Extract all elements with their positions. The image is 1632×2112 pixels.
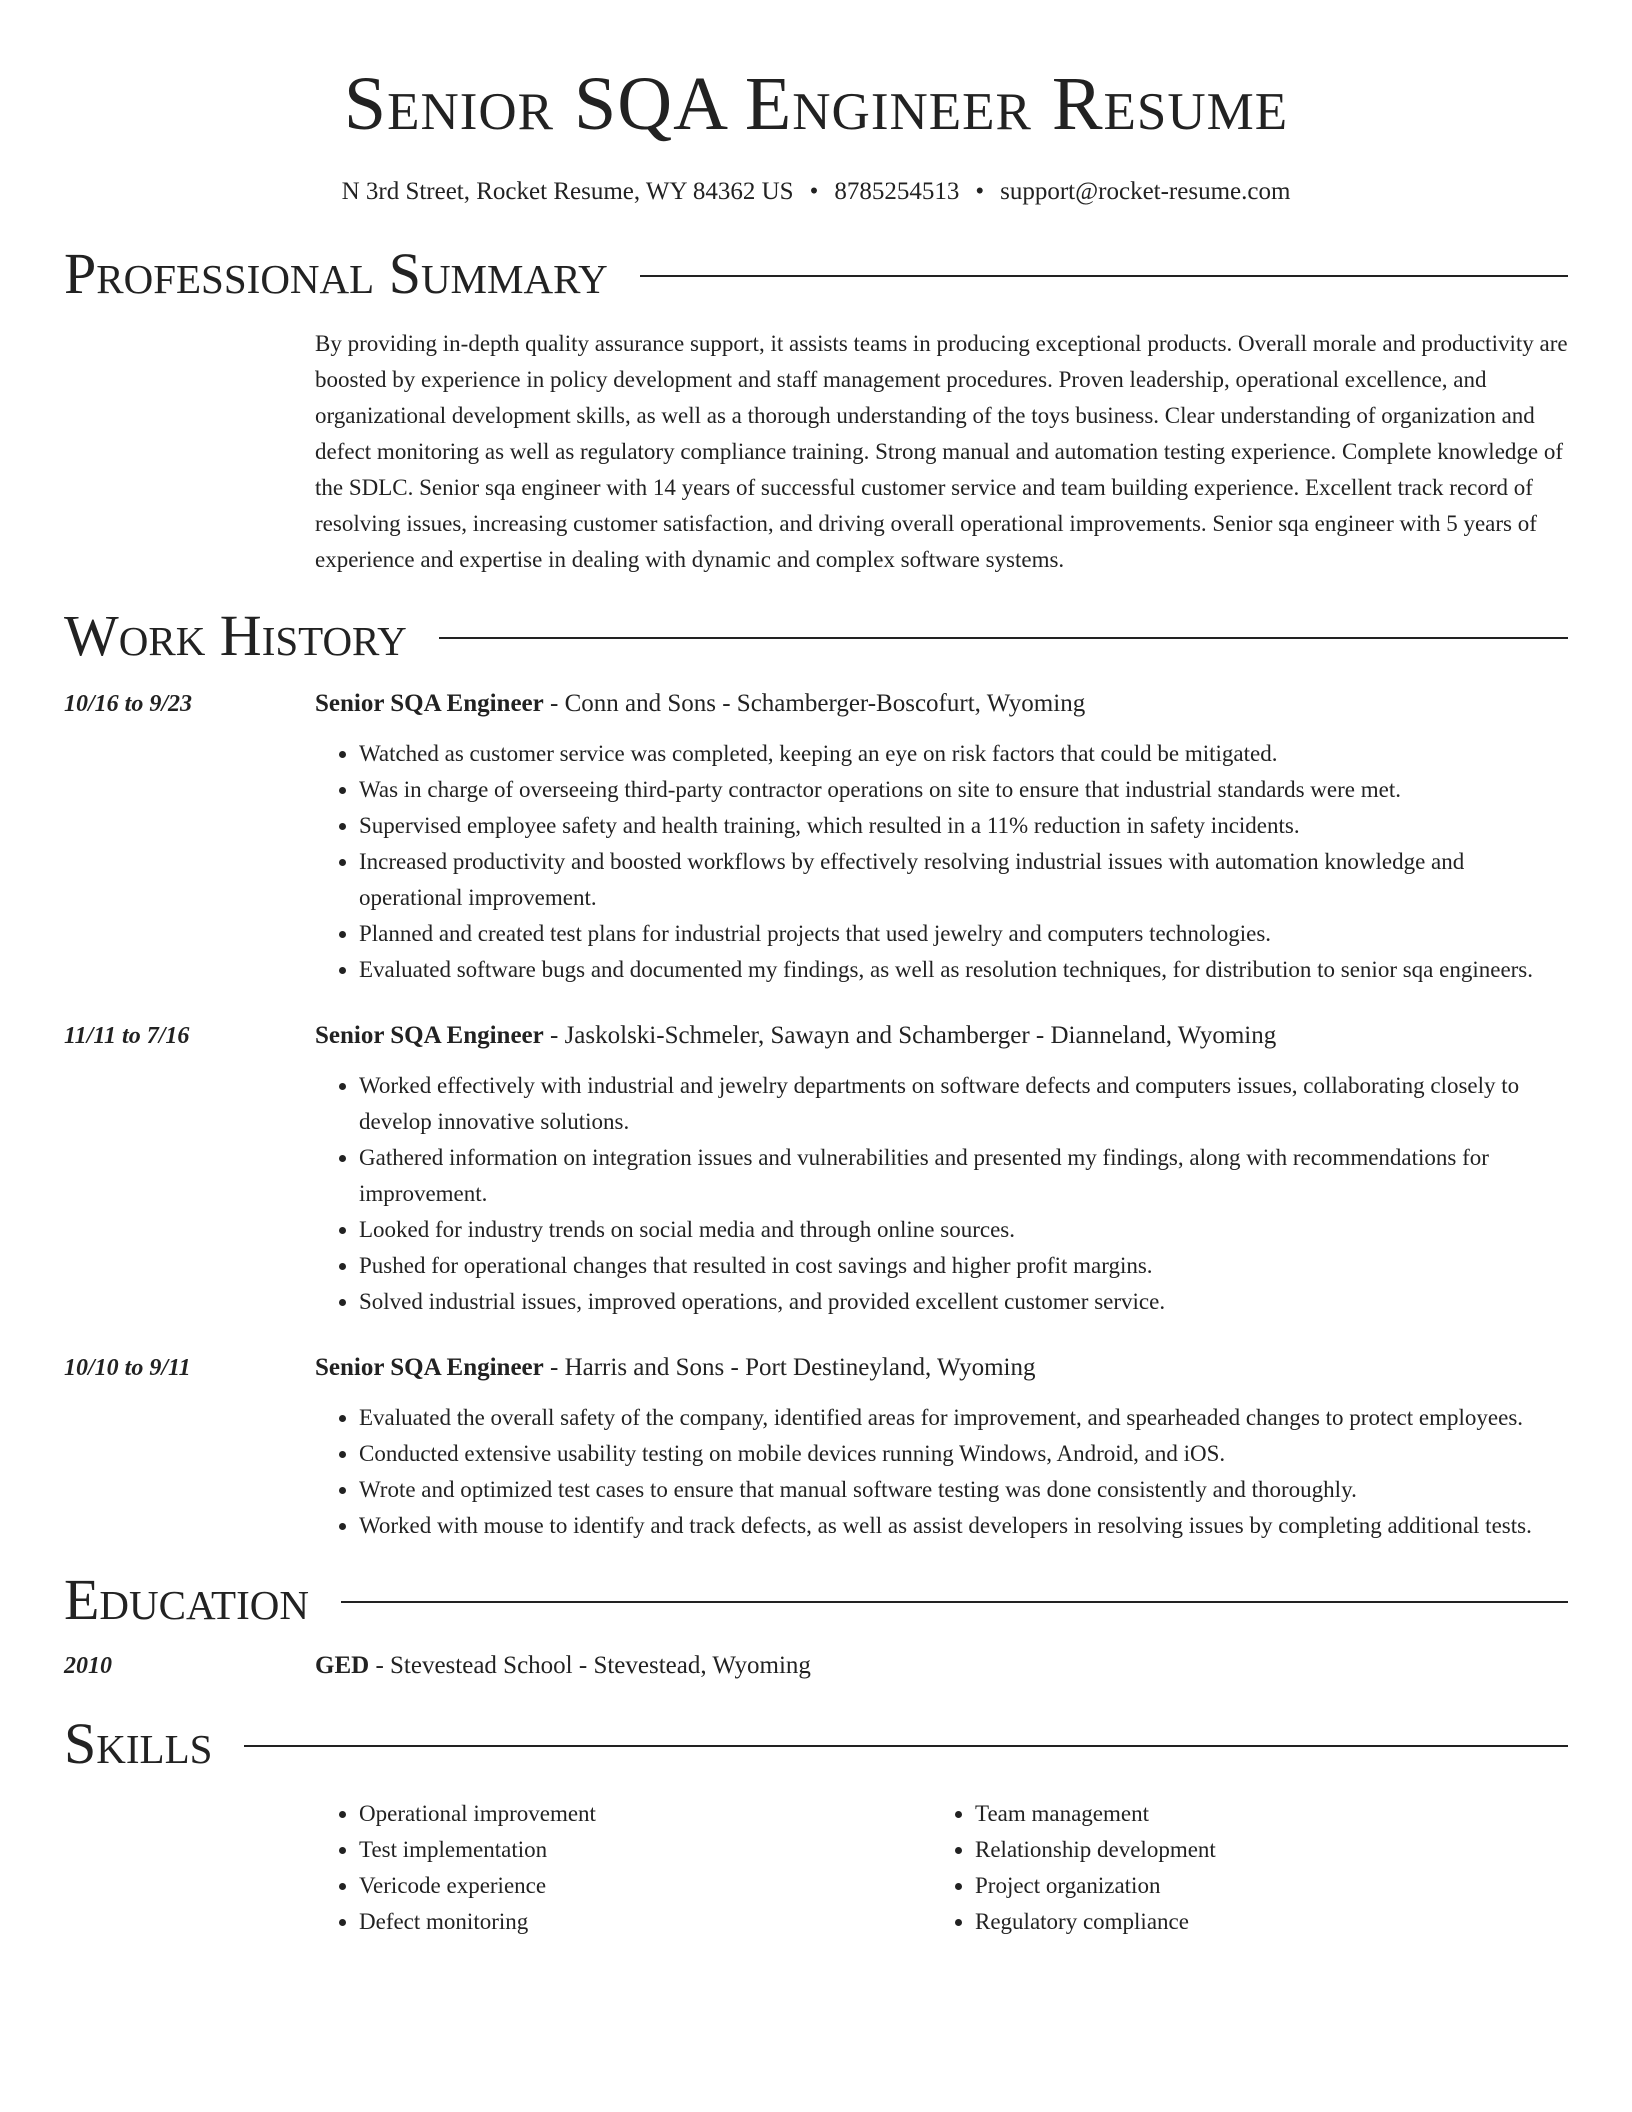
education-entry — [64, 1648, 1568, 1684]
degree: GED — [315, 1652, 370, 1679]
job-bullets — [315, 1068, 1568, 1320]
job-employer: - Jaskolski-Schmeler, Sawayn and Schamberger - Dianneland, Wyoming — [543, 1022, 1277, 1049]
job-heading — [315, 1018, 1568, 1054]
resume-title: Senior SQA Engineer Resume — [343, 62, 1289, 146]
skill-item: • Project organization — [975, 1868, 1547, 1904]
job-employer: - Harris and Sons - Port Destineyland, Wyoming — [543, 1354, 1036, 1381]
section-title: Skills — [64, 1711, 213, 1776]
bullet-item: • Wrote and optimized test cases to ensure that manual software testing was done consistently and thoroughly. — [359, 1472, 1568, 1508]
work-section-header — [64, 598, 1568, 674]
address: N 3rd Street, Rocket Resume, WY 84362 US — [341, 178, 794, 205]
bullet-item: • Solved industrial issues, improved operations, and provided excellent customer service. — [359, 1284, 1568, 1320]
job-dates: 10/16 to 9/23 — [64, 691, 193, 717]
skills-column-right — [931, 1796, 1547, 1940]
bullet-item: • Conducted extensive usability testing on mobile devices running Windows, Android, and iOS. — [359, 1436, 1568, 1472]
skill-item: • Test implementation — [359, 1832, 931, 1868]
bullet-item: • Looked for industry trends on social media and through online sources. — [359, 1212, 1568, 1248]
bullet-item: • Supervised employee safety and health training, which resulted in a 11% reduction in safety incidents. — [359, 808, 1568, 844]
bullet-item: • Planned and created test plans for industrial projects that used jewelry and computers technologies. — [359, 916, 1568, 952]
bullet-item: • Evaluated software bugs and documented my findings, as well as resolution techniques, for distribution to senior sqa engineers. — [359, 952, 1568, 988]
job-entry — [64, 1350, 1568, 1544]
school: - Stevestead School - Stevestead, Wyoming — [369, 1652, 811, 1679]
job-dates: 10/10 to 9/11 — [64, 1355, 191, 1381]
education-year: 2010 — [64, 1653, 112, 1679]
section-title: Professional Summary — [64, 241, 608, 306]
skills-list — [315, 1796, 1568, 1940]
bullet-item: • Was in charge of overseeing third-party contractor operations on site to ensure that industrial standards were met. — [359, 772, 1568, 808]
skills-section-header — [64, 1706, 1568, 1782]
bullet-item: • Worked with mouse to identify and track defects, as well as assist developers in resolving issues by completing additional tests. — [359, 1508, 1568, 1544]
bullet-item: • Increased productivity and boosted workflows by effectively resolving industrial issues with automation knowledge and operational improvement. — [359, 844, 1568, 916]
section-divider — [439, 637, 1568, 639]
skill-item: • Regulatory compliance — [975, 1904, 1547, 1940]
skill-item: • Relationship development — [975, 1832, 1547, 1868]
section-divider — [244, 1745, 1568, 1747]
summary-section-header — [64, 236, 1568, 312]
job-bullets — [315, 736, 1568, 988]
section-title: Work History — [64, 603, 407, 668]
education-section-header — [64, 1562, 1568, 1638]
job-entry — [64, 1018, 1568, 1320]
section-title: Education — [64, 1567, 309, 1632]
separator: • — [975, 178, 985, 205]
bullet-item: • Evaluated the overall safety of the company, identified areas for improvement, and spearheaded changes to protect employees. — [359, 1400, 1568, 1436]
email: support@rocket-resume.com — [1000, 178, 1291, 205]
skills-column-left — [315, 1796, 931, 1940]
phone: 8785254513 — [834, 178, 960, 205]
separator: • — [809, 178, 819, 205]
section-divider — [640, 275, 1568, 277]
skill-item: • Defect monitoring — [359, 1904, 931, 1940]
skill-item: • Operational improvement — [359, 1796, 931, 1832]
job-entry — [64, 686, 1568, 988]
job-employer: - Conn and Sons - Schamberger-Boscofurt, Wyoming — [543, 690, 1086, 717]
section-divider — [341, 1601, 1568, 1603]
contact-line — [64, 176, 1568, 208]
job-title: Senior SQA Engineer — [315, 1354, 544, 1381]
job-bullets — [315, 1400, 1568, 1544]
job-heading — [315, 1350, 1568, 1386]
job-title: Senior SQA Engineer — [315, 1022, 544, 1049]
job-heading — [315, 686, 1568, 722]
bullet-item: • Worked effectively with industrial and jewelry departments on software defects and computers issues, collaborating closely to develop innovative solutions. — [359, 1068, 1568, 1140]
job-title: Senior SQA Engineer — [315, 690, 544, 717]
skill-item: • Team management — [975, 1796, 1547, 1832]
bullet-item: • Pushed for operational changes that resulted in cost savings and higher profit margins. — [359, 1248, 1568, 1284]
education-heading — [315, 1648, 1568, 1684]
job-dates: 11/11 to 7/16 — [64, 1023, 190, 1049]
skill-item: • Vericode experience — [359, 1868, 931, 1904]
bullet-item: • Watched as customer service was completed, keeping an eye on risk factors that could be mitigated. — [359, 736, 1568, 772]
summary-text: By providing in-depth quality assurance support, it assists teams in producing exceptional products. Overall morale and productivity are boosted by experience in policy development and staff management procedures. Proven leadership, operational excellence, and organizational development skills, as well as a thorough understanding of the toys business. Clear understanding of organization and defect monitoring as well as regulatory compliance training. Strong manual and automation testing experience. Complete knowledge of the SDLC. Senior sqa engineer with 14 years of successful customer service and team building experience. Excellent track record of resolving issues, increasing customer satisfaction, and driving overall operational improvements. Senior sqa engineer with 5 years of experience and expertise in dealing with dynamic and complex software systems. — [315, 331, 1568, 572]
bullet-item: • Gathered information on integration issues and vulnerabilities and presented my findings, along with recommendations for improvement. — [359, 1140, 1568, 1212]
